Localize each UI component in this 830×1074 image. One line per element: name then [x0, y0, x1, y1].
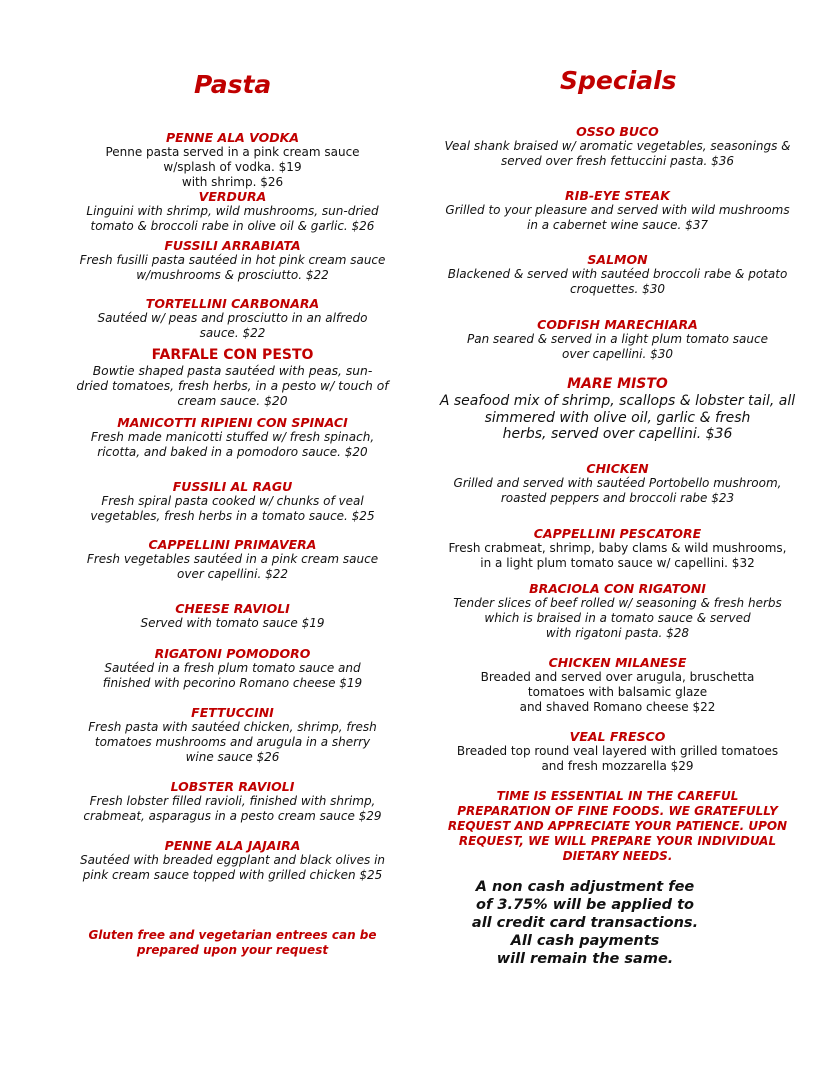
item-description: Sautéed in a fresh plum tomato sauce and finished with pecorino Romano cheese $19 [102, 661, 363, 690]
menu-item-codfish-marechiara [430, 317, 805, 362]
item-name: CHICKEN MILANESE [548, 655, 687, 670]
item-name: OSSO BUCO [576, 124, 659, 139]
menu-item-fussili-al-ragu [50, 479, 415, 524]
item-description: Pan seared & served in a light plum tomato sauce over capellini. $30 [467, 332, 768, 361]
item-name: TORTELLINI CARBONARA [145, 296, 320, 311]
menu-item-osso-buco [430, 124, 805, 169]
menu-item-tortellini-carbonara [50, 296, 415, 341]
item-name: RIB-EYE STEAK [565, 188, 670, 203]
item-name: MARE MISTO [567, 376, 668, 392]
item-description: Tender slices of beef rolled w/ seasoning & fresh herbs which is braised in a tomato sauce & served with rigatoni pasta. $28 [453, 596, 782, 640]
menu-item-penne-ala-jajaira [50, 838, 415, 883]
menu-item-rib-eye-steak [430, 188, 805, 233]
item-description: Penne pasta served in a pink cream sauce w/splash of vodka. $19 with shrimp. $26 [105, 145, 360, 189]
item-name: FUSSILI ARRABIATA [164, 238, 301, 253]
item-name: LOBSTER RAVIOLI [170, 779, 295, 794]
gluten-free-note: Gluten free and vegetarian entrees can be prepared upon your request [88, 928, 377, 957]
item-description: Served with tomato sauce $19 [140, 616, 325, 630]
item-description: Grilled and served with sautéed Portobello mushroom, roasted peppers and broccoli rabe $23 [453, 476, 782, 505]
credit-card-fee-notice: A non cash adjustment fee of 3.75% will be applied to all credit card transactions. All cash payments will remain the same. [471, 879, 699, 967]
menu-item-penne-ala-vodka [50, 130, 415, 189]
pasta-title: Pasta [194, 70, 272, 99]
menu-item-chicken-milanese [430, 655, 805, 714]
item-description: Fresh vegetables sautéed in a pink cream sauce over capellini. $22 [86, 552, 379, 581]
menu-item-lobster-ravioli [50, 779, 415, 824]
item-description: Sautéed with breaded eggplant and black olives in pink cream sauce topped with grilled chicken $25 [79, 853, 386, 882]
item-description: Breaded top round veal layered with grilled tomatoes and fresh mozzarella $29 [456, 744, 779, 773]
item-name: CAPPELLINI PRIMAVERA [148, 537, 317, 552]
preparation-notice: TIME IS ESSENTIAL IN THE CAREFUL PREPARATION OF FINE FOODS. WE GRATEFULLY REQUEST AND APPRECIATE YOUR PATIENCE. UPON REQUEST, WE WILL PREPARE YOUR INDIVIDUAL DIETARY NEEDS. [447, 789, 788, 863]
item-description: Blackened & served with sautéed broccoli rabe & potato croquettes. $30 [447, 267, 788, 296]
item-name: CODFISH MARECHIARA [537, 317, 698, 332]
item-name: CHICKEN [586, 461, 649, 476]
item-name: PENNE ALA JAJAIRA [164, 838, 301, 853]
menu-item-cappellini-primavera [50, 537, 415, 582]
menu-item-manicotti-ripieni-con-spinaci [50, 415, 415, 460]
menu-item-fussili-arrabiata [50, 238, 415, 283]
item-description: Sautéed w/ peas and prosciutto in an alfredo sauce. $22 [97, 311, 368, 340]
menu-item-verdura [50, 189, 415, 234]
item-name: SALMON [587, 252, 648, 267]
item-name: VERDURA [198, 189, 267, 204]
item-description: Fresh lobster filled ravioli, finished with shrimp, crabmeat, asparagus in a pesto cream sauce $29 [83, 794, 382, 823]
item-description: Fresh fusilli pasta sautéed in hot pink cream sauce w/mushrooms & prosciutto. $22 [79, 253, 386, 282]
item-name: BRACIOLA CON RIGATONI [529, 581, 706, 596]
menu-item-fettuccini [50, 705, 415, 764]
item-name: RIGATONI POMODORO [154, 646, 311, 661]
menu-item-mare-misto [430, 376, 805, 443]
item-name: CAPPELLINI PESCATORE [533, 526, 702, 541]
menu-item-rigatoni-pomodoro [50, 646, 415, 691]
menu-item-chicken [430, 461, 805, 506]
item-description: Breaded and served over arugula, bruschetta tomatoes with balsamic glaze and shaved Romano cheese $22 [480, 670, 755, 714]
menu-item-cappellini-pescatore [430, 526, 805, 571]
menu-item-salmon [430, 252, 805, 297]
item-name: FETTUCCINI [191, 705, 274, 720]
item-name: FARFALE CON PESTO [151, 347, 314, 363]
item-description: Linguini with shrimp, wild mushrooms, sun-dried tomato & broccoli rabe in olive oil & garlic. $26 [86, 204, 379, 233]
specials-title: Specials [560, 66, 677, 95]
item-name: VEAL FRESCO [569, 729, 666, 744]
item-name: PENNE ALA VODKA [166, 130, 299, 145]
item-description: Grilled to your pleasure and served with wild mushrooms in a cabernet wine sauce. $37 [445, 203, 790, 232]
item-description: Fresh pasta with sautéed chicken, shrimp, fresh tomatoes mushrooms and arugula in a sherry wine sauce $26 [88, 720, 377, 764]
item-name: FUSSILI AL RAGU [172, 479, 293, 494]
menu-item-farfale-con-pesto [50, 347, 415, 409]
menu-item-cheese-ravioli [50, 601, 415, 631]
item-description: A seafood mix of shrimp, scallops & lobster tail, all simmered with olive oil, garlic & fresh herbs, served over capellini. $36 [439, 393, 796, 442]
menu-item-braciola-con-rigatoni [430, 581, 805, 640]
item-description: Veal shank braised w/ aromatic vegetables, seasonings & served over fresh fettuccini pasta. $36 [444, 139, 791, 168]
menu-item-veal-fresco [430, 729, 805, 774]
item-name: CHEESE RAVIOLI [175, 601, 290, 616]
item-description: Fresh spiral pasta cooked w/ chunks of veal vegetables, fresh herbs in a tomato sauce. $25 [90, 494, 375, 523]
item-name: MANICOTTI RIPIENI CON SPINACI [117, 415, 348, 430]
item-description: Fresh made manicotti stuffed w/ fresh spinach, ricotta, and baked in a pomodoro sauce. $20 [90, 430, 375, 459]
item-description: Fresh crabmeat, shrimp, baby clams & wild mushrooms, in a light plum tomato sauce w/ capellini. $32 [448, 541, 787, 570]
item-description: Bowtie shaped pasta sautéed with peas, sun- dried tomatoes, fresh herbs, in a pesto w/ touch of cream sauce. $20 [76, 364, 389, 408]
